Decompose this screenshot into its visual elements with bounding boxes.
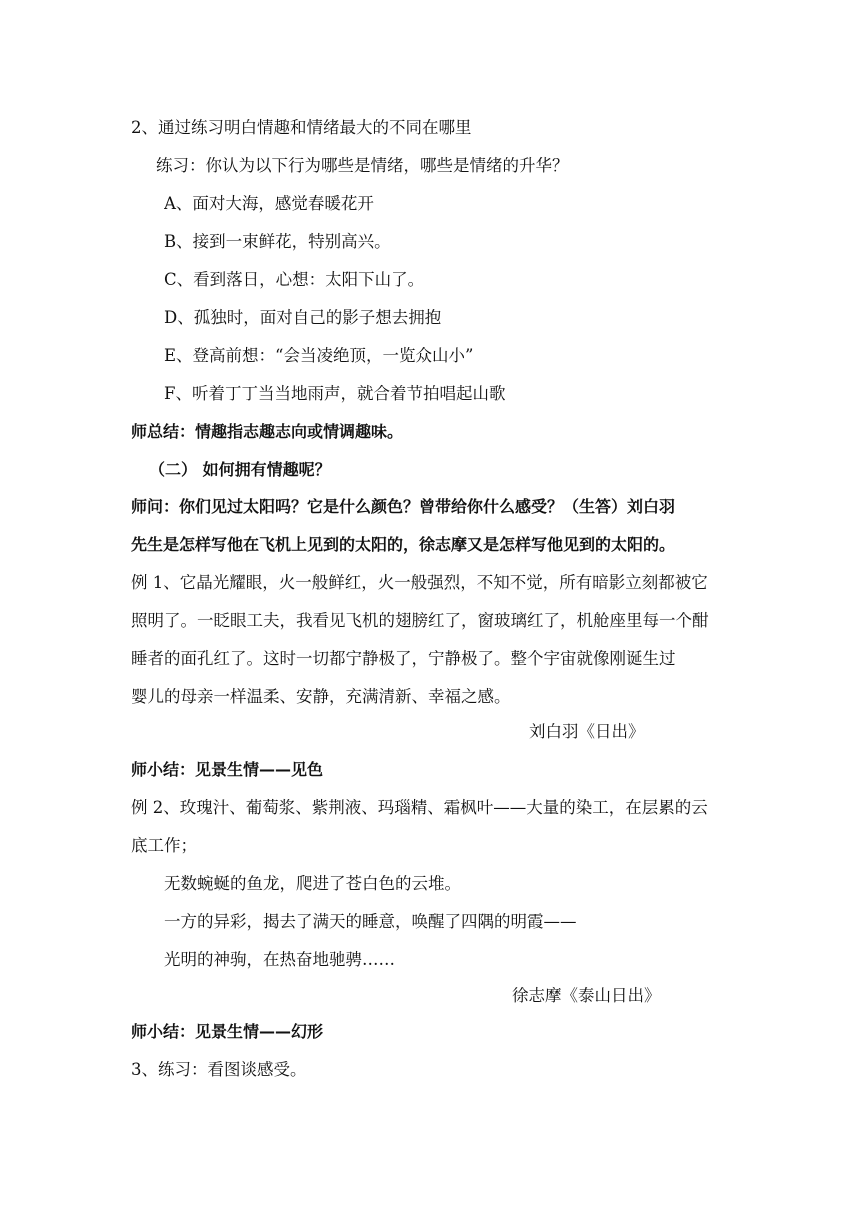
example1-line-1: 例 1、它晶光耀眼，火一般鲜红，火一般强烈，不知不觉，所有暗影立刻都被它 bbox=[131, 573, 708, 592]
example2-source: 徐志摩《泰山日出》 bbox=[512, 986, 661, 1005]
section-heading: 2、通过练习明白情趣和情绪最大的不同在哪里 bbox=[131, 118, 472, 137]
teacher-question-line-2: 先生是怎样写他在飞机上见到的太阳的，徐志摩又是怎样写他见到的太阳的。 bbox=[131, 535, 676, 554]
option-d: D、孤独时，面对自己的影子想去拥抱 bbox=[164, 308, 442, 327]
teacher-summary: 师总结：情趣指志趣志向或情调趣味。 bbox=[131, 422, 404, 441]
example2-line-1: 例 2、玫瑰汁、葡萄浆、紫荆液、玛瑙精、霜枫叶——大量的染工，在层累的云 bbox=[131, 798, 708, 817]
example1-line-4: 婴儿的母亲一样温柔、安静，充满清新、幸福之感。 bbox=[131, 687, 511, 706]
poem-line-3: 光明的神驹，在热奋地驰骋…… bbox=[164, 950, 395, 969]
option-c: C、看到落日，心想：太阳下山了。 bbox=[164, 270, 425, 289]
teacher-summary-2: 师小结：见景生情——幻形 bbox=[131, 1022, 324, 1041]
poem-line-2: 一方的异彩，揭去了满天的睡意，唤醒了四隅的明霞—— bbox=[164, 912, 577, 931]
example1-line-3: 睡者的面孔红了。这时一切都宁静极了，宁静极了。整个宇宙就像刚诞生过 bbox=[131, 649, 676, 668]
option-b: B、接到一束鲜花，特别高兴。 bbox=[164, 232, 391, 251]
exercise-prompt: 练习：你认为以下行为哪些是情绪，哪些是情绪的升华？ bbox=[156, 156, 569, 175]
teacher-question-line-1: 师问：你们见过太阳吗？它是什么颜色？曾带给你什么感受？（生答）刘白羽 bbox=[131, 497, 676, 516]
option-e: E、登高前想：“会当凌绝顶，一览众山小” bbox=[164, 346, 474, 365]
example1-source: 刘白羽《日出》 bbox=[529, 722, 645, 741]
section3-heading: 3、练习：看图谈感受。 bbox=[131, 1060, 307, 1079]
example1-line-2: 照明了。一眨眼工夫，我看见飞机的翅膀红了，窗玻璃红了，机舱座里每一个酣 bbox=[131, 611, 709, 630]
example2-line-2: 底工作； bbox=[131, 836, 197, 855]
option-a: A、面对大海，感觉春暖花开 bbox=[164, 194, 374, 213]
poem-line-1: 无数蜿蜒的鱼龙，爬进了苍白色的云堆。 bbox=[164, 874, 461, 893]
teacher-summary-1: 师小结：见景生情——见色 bbox=[131, 760, 324, 779]
subheading: （二） 如何拥有情趣呢？ bbox=[149, 460, 331, 479]
option-f: F、听着丁丁当当地雨声，就合着节拍唱起山歌 bbox=[164, 384, 506, 403]
